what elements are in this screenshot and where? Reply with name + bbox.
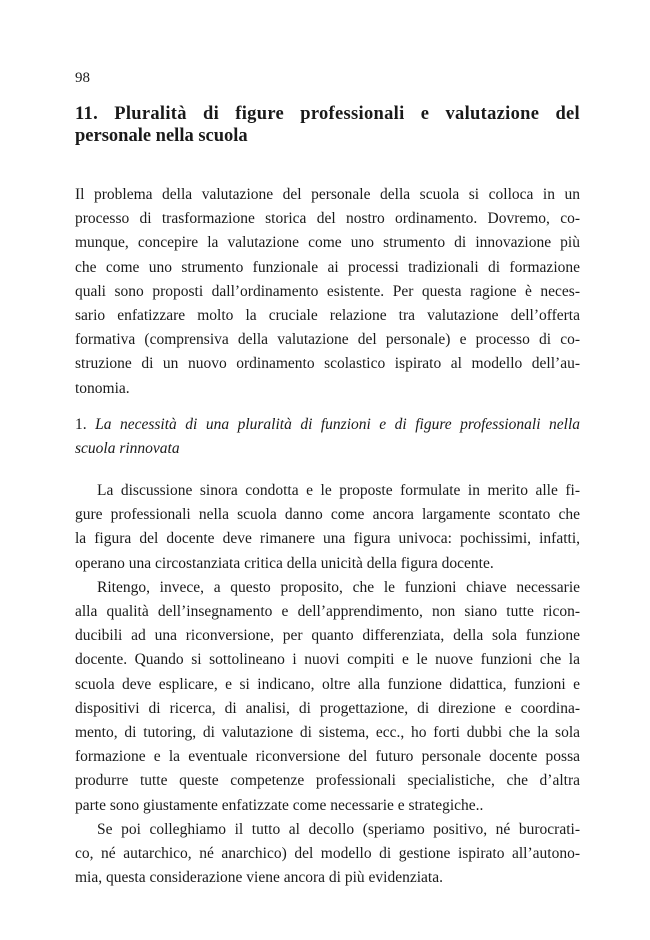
chapter-title-line-1: 11. Pluralità di figure professionali e valutazione del — [75, 104, 580, 124]
chapter-title — [75, 103, 580, 147]
section-body — [75, 479, 580, 890]
chapter-title-line-2: personale nella scuola — [75, 126, 248, 146]
section-title-part-2: scuola rinnovata — [75, 440, 180, 458]
intro-line: tonomia. — [75, 379, 130, 397]
section-heading-line-2 — [75, 437, 580, 461]
body-line: mia, questa considerazione viene ancora di più evidenziata. — [75, 869, 443, 887]
body-line: co, né autarchico, né anarchico) del modello di gestione ispirato all’autono- — [75, 845, 580, 863]
intro-paragraph — [75, 183, 580, 401]
body-line: gure professionali nella scuola danno come ancora largamente scontato che — [75, 506, 580, 524]
page-number: 98 — [75, 70, 90, 86]
intro-line: Il problema della valutazione del personale della scuola si colloca in un — [75, 186, 580, 203]
intro-line: processo di trasformazione storica del nostro ordinamento. Dovremo, co- — [75, 210, 580, 228]
intro-line: quali sono proposti dall’ordinamento esistente. Per questa ragione è neces- — [75, 282, 580, 300]
body-line: dispositivi di ricerca, di analisi, di progettazione, di direzione e coordina- — [75, 699, 580, 717]
intro-line: formativa (comprensiva della valutazione del personale) e processo di co- — [75, 331, 580, 349]
section-title-part-1: La necessità di una pluralità di funzioni e di figure professionali nella — [95, 416, 581, 433]
body-line: Ritengo, invece, a questo proposito, che le funzioni chiave necessarie — [97, 578, 580, 596]
body-line: alla qualità dell’insegnamento e dell’apprendimento, non siano tutte ricon- — [75, 603, 580, 621]
intro-line: munque, concepire la valutazione come uno strumento di innovazione più — [75, 234, 580, 252]
body-line: ducibili ad una riconversione, per quanto differenziata, della sola funzione — [75, 627, 580, 645]
body-line: parte sono giustamente enfatizzate come necessarie e strategiche.. — [75, 796, 484, 814]
intro-line: sario enfatizzare molto la cruciale relazione tra valutazione dell’offerta — [75, 307, 580, 325]
body-line: scuola deve esplicare, e si indicano, oltre alla funzione didattica, funzioni e — [75, 675, 580, 693]
body-line: operano una circostanziata critica della unicità della figura docente. — [75, 554, 494, 572]
body-line: la figura del docente deve rimanere una figura univoca: pochissimi, infatti, — [75, 530, 580, 548]
body-line: mento, di tutoring, di valutazione di sistema, ecc., ho forti dubbi che la sola — [75, 724, 580, 742]
section-number: 1. — [75, 416, 87, 433]
body-line: Se poi colleghiamo il tutto al decollo (speriamo positivo, né burocrati- — [97, 820, 580, 838]
section-heading-line-1 — [75, 413, 580, 437]
body-line: produrre tutte queste competenze professionali specialistiche, che d’altra — [75, 772, 580, 790]
body-line: formazione e la eventuale riconversione del futuro personale docente possa — [75, 748, 580, 766]
section-heading — [75, 413, 580, 461]
intro-line: struzione di un nuovo ordinamento scolastico ispirato al modello dell’au- — [75, 355, 580, 373]
body-line: docente. Quando si sottolineano i nuovi compiti e le nuove funzioni che la — [75, 651, 580, 669]
intro-line: che come uno strumento funzionale ai processi tradizionali di formazione — [75, 258, 580, 276]
body-line: La discussione sinora condotta e le proposte formulate in merito alle fi- — [97, 482, 580, 499]
